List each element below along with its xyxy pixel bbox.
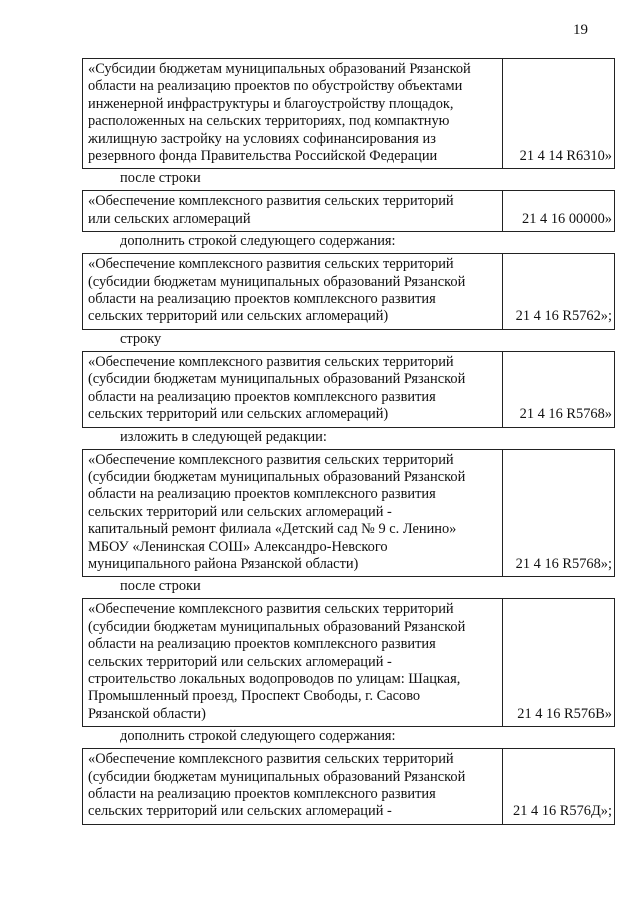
budget-line-table: [82, 449, 615, 578]
table-row: [83, 599, 615, 727]
amendment-instruction: строку: [120, 330, 162, 347]
budget-line-table: [82, 748, 615, 825]
amendment-instruction: дополнить строкой следующего содержания:: [120, 233, 396, 250]
budget-line-table: [82, 351, 615, 428]
table-row: [83, 749, 615, 825]
budget-code: 21 4 16 R5768»;: [503, 449, 615, 577]
amendment-instruction: изложить в следующей редакции:: [120, 428, 327, 445]
budget-code: 21 4 16 R5768»: [503, 351, 615, 427]
budget-code: 21 4 16 R5762»;: [503, 254, 615, 330]
table-row: [83, 449, 615, 577]
table-row: [83, 351, 615, 427]
line-description: «Обеспечение комплексного развития сельских территорий (субсидии бюджетам муниципальных образований Рязанской области на реализацию проектов комплексного развития сельских территорий или сельских агломераций): [83, 351, 503, 427]
line-description: «Субсидии бюджетам муниципальных образований Рязанской области на реализацию проектов по обустройству объектами инженерной инфраструктуры и благоустройству площадок, расположенных на сельских территориях, под компактную жилищную застройку на условиях софинансирования из резервного фонда Правительства Российской Федерации: [83, 59, 503, 169]
table-row: [83, 59, 615, 169]
budget-code: 21 4 16 R576Д»;: [503, 749, 615, 825]
budget-code: 21 4 16 R576B»: [503, 599, 615, 727]
budget-line-table: [82, 190, 615, 232]
table-row: [83, 254, 615, 330]
table-row: [83, 191, 615, 232]
budget-code: 21 4 16 00000»: [503, 191, 615, 232]
budget-code: 21 4 14 R6310»: [503, 59, 615, 169]
line-description: «Обеспечение комплексного развития сельских территорий (субсидии бюджетам муниципальных образований Рязанской области на реализацию проектов комплексного развития сельских территорий или сельских агломераций - строительство локальных водопроводов по улицам: Шацкая, Промышленный проезд, Проспект Свободы, г. Сасово Рязанской области): [83, 599, 503, 727]
budget-line-table: [82, 58, 615, 169]
amendment-instruction: после строки: [120, 578, 201, 595]
amendment-instruction: дополнить строкой следующего содержания:: [120, 728, 396, 745]
amendment-instruction: после строки: [120, 170, 201, 187]
line-description: «Обеспечение комплексного развития сельских территорий (субсидии бюджетам муниципальных образований Рязанской области на реализацию проектов комплексного развития сельских территорий или сельских агломераций -: [83, 749, 503, 825]
line-description: «Обеспечение комплексного развития сельских территорий (субсидии бюджетам муниципальных образований Рязанской области на реализацию проектов комплексного развития сельских территорий или сельских агломераций): [83, 254, 503, 330]
line-description: «Обеспечение комплексного развития сельских территорий или сельских агломераций: [83, 191, 503, 232]
budget-line-table: [82, 253, 615, 330]
document-body: [82, 58, 610, 825]
page-number: 19: [573, 22, 588, 38]
line-description: «Обеспечение комплексного развития сельских территорий (субсидии бюджетам муниципальных образований Рязанской области на реализацию проектов комплексного развития сельских территорий или сельских агломераций - капитальный ремонт филиала «Детский сад № 9 с. Ленино» МБОУ «Ленинская СОШ» Александро-Невского муниципального района Рязанской области): [83, 449, 503, 577]
budget-line-table: [82, 598, 615, 727]
